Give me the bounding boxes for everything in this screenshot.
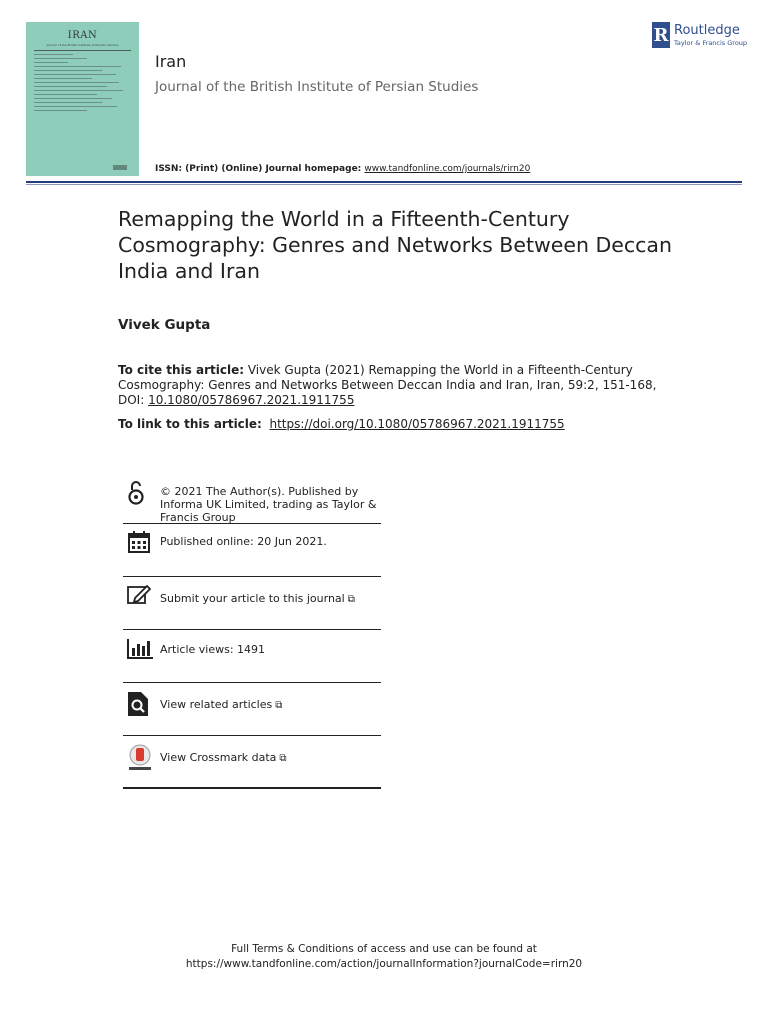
cover-title: IRAN	[67, 30, 98, 41]
article-doi-url[interactable]: https://doi.org/10.1080/05786967.2021.1911755	[269, 417, 565, 431]
submit-article-link[interactable]	[160, 592, 382, 606]
journal-full-name: Journal of the British Institute of Persian Studies	[155, 79, 479, 95]
cover-subtitle: Journal of the British Institute of Persian Studies	[46, 43, 119, 47]
publisher-tagline: Taylor & Francis Group	[674, 39, 748, 47]
external-link-icon: ⧉	[275, 700, 283, 711]
article-author: Vivek Gupta	[118, 317, 211, 333]
doi-link[interactable]: 10.1080/05786967.2021.1911755	[148, 393, 355, 407]
open-access-icon	[127, 480, 145, 510]
crossmark-link[interactable]	[160, 751, 382, 765]
article-views: Article views: 1491	[160, 643, 266, 656]
citation-block	[118, 363, 658, 408]
crossmark-label: View Crossmark data	[160, 751, 277, 764]
issn-line	[155, 164, 530, 174]
cite-text: Vivek Gupta (2021) Remapping the World in a Fifteenth-Century Cosmography: Genres and Networks Between Deccan India and Iran, Iran, 59:2, 151-168, DOI:	[118, 363, 657, 407]
cover-contents-lines	[34, 54, 131, 111]
issn-label: ISSN: (Print) (Online) Journal homepage:	[155, 164, 365, 174]
edit-icon	[127, 584, 151, 610]
document-search-icon	[127, 691, 149, 721]
published-row	[123, 524, 381, 577]
cover-rule	[34, 50, 131, 51]
crossmark-icon	[127, 744, 153, 776]
publisher-logo	[652, 22, 747, 48]
views-row	[123, 630, 381, 683]
related-articles-link[interactable]	[160, 698, 382, 712]
open-access-text: © 2021 The Author(s). Published by Informa UK Limited, trading as Taylor & Francis Group	[160, 485, 377, 524]
external-link-icon: ⧉	[279, 753, 287, 764]
crossmark-row[interactable]	[123, 736, 381, 789]
routledge-mark-icon: R	[652, 22, 670, 48]
article-link-block	[118, 417, 658, 432]
publisher-name: Routledge	[674, 23, 740, 38]
related-articles-label: View related articles	[160, 698, 273, 711]
header-rule	[26, 181, 742, 183]
open-access-row	[123, 478, 381, 524]
related-row[interactable]	[123, 683, 381, 736]
header-rule-secondary	[26, 184, 742, 185]
link-label: To link to this article:	[118, 417, 262, 431]
cover-publisher-logo	[113, 165, 127, 170]
submit-row[interactable]	[123, 577, 381, 630]
calendar-icon	[127, 530, 151, 558]
cite-label: To cite this article:	[118, 363, 245, 377]
submit-article-label: Submit your article to this journal	[160, 592, 345, 605]
journal-name: Iran	[155, 52, 187, 71]
bar-chart-icon	[127, 639, 153, 663]
article-info-box	[123, 478, 381, 789]
external-link-icon: ⧉	[347, 594, 355, 605]
journal-homepage-link[interactable]: www.tandfonline.com/journals/rirn20	[364, 164, 531, 174]
footer-terms	[0, 942, 768, 972]
article-title: Remapping the World in a Fifteenth-Century Cosmography: Genres and Networks Between Deccan India and Iran	[118, 207, 672, 283]
published-date: Published online: 20 Jun 2021.	[160, 535, 327, 548]
journal-cover	[26, 22, 139, 176]
footer-terms-url[interactable]: https://www.tandfonline.com/action/journalInformation?journalCode=rirn20	[185, 958, 583, 970]
footer-line-1: Full Terms & Conditions of access and use can be found at	[231, 943, 537, 955]
